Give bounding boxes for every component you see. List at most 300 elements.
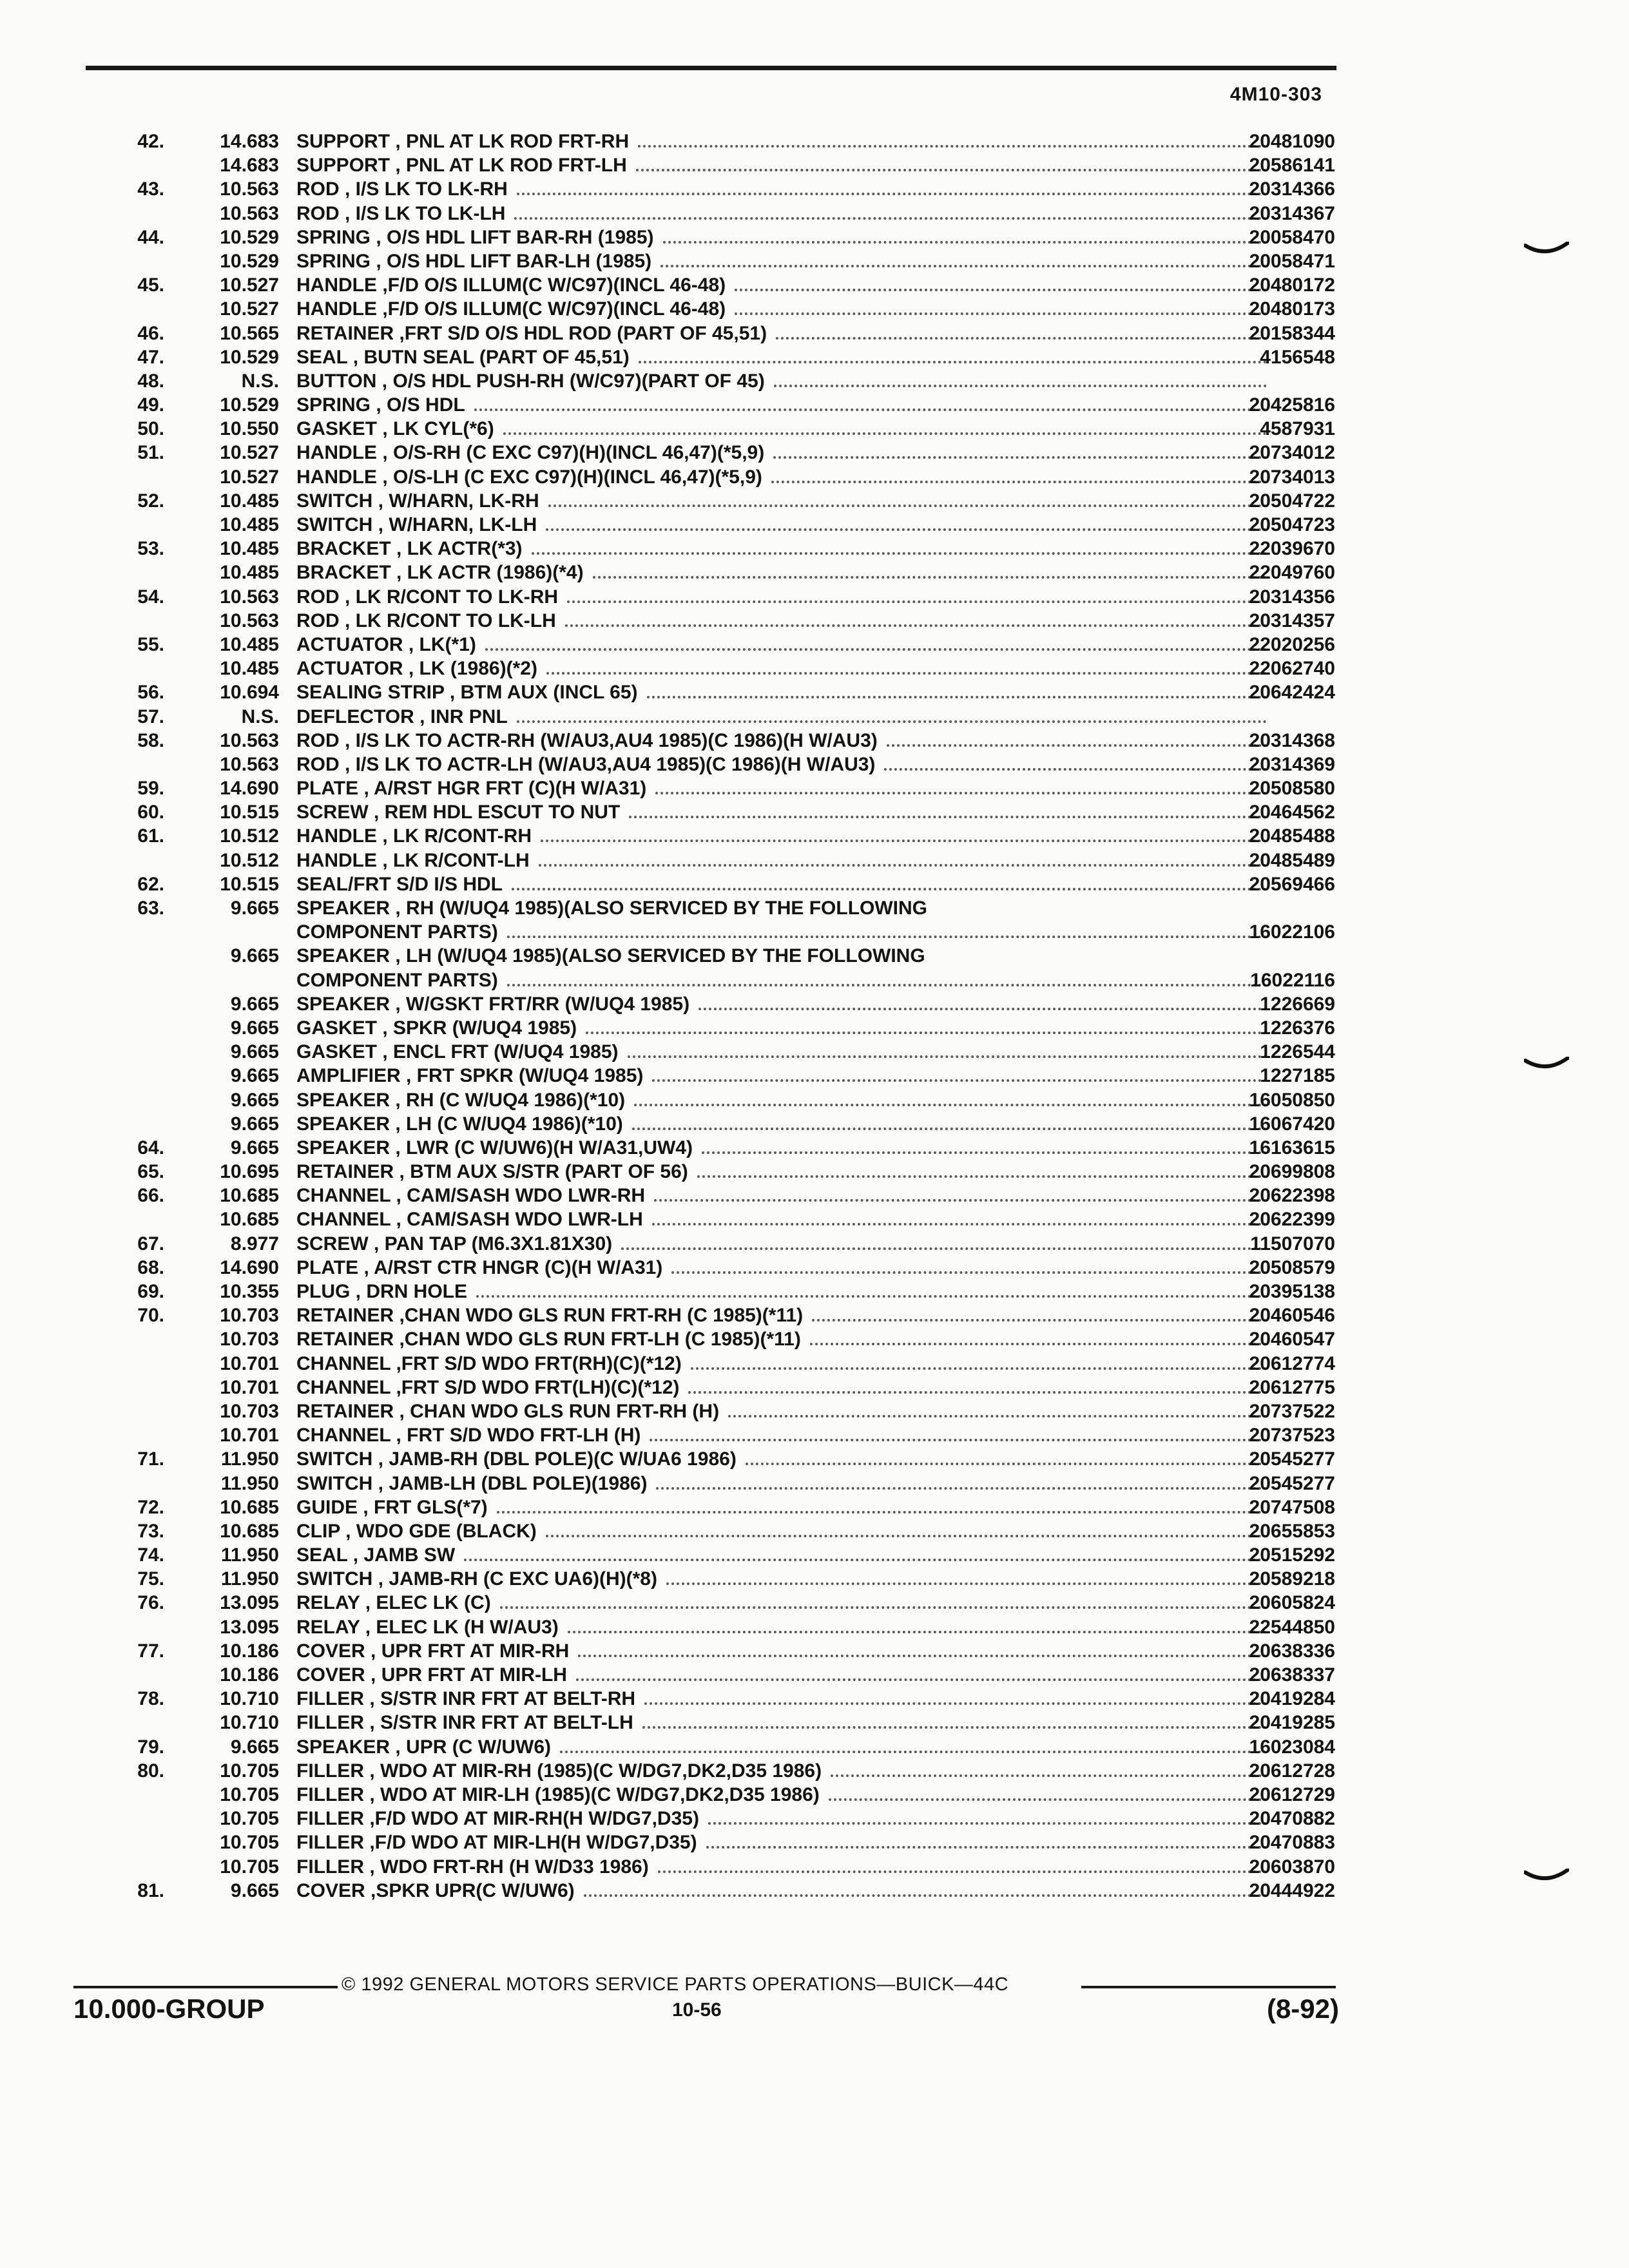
- part-number: 20737522: [1249, 1400, 1335, 1422]
- part-row: [97, 177, 1353, 201]
- group-number: 10.485: [220, 562, 279, 584]
- part-row: [97, 1663, 1353, 1687]
- part-number: 20504723: [1249, 514, 1335, 535]
- group-number: 11.950: [220, 1544, 279, 1566]
- group-number: 13.095: [220, 1616, 279, 1638]
- dot-leader: [584, 1880, 1267, 1897]
- item-number: 43.: [137, 178, 164, 200]
- part-description-text: RELAY , ELEC LK (C): [296, 1592, 491, 1614]
- part-description-text: SEAL , BUTN SEAL (PART OF 45,51): [296, 346, 630, 368]
- part-row: [97, 896, 1353, 920]
- part-description-text: ROD , LK R/CONT TO LK-RH: [296, 586, 559, 608]
- dot-leader: [650, 1425, 1267, 1441]
- item-number: 67.: [137, 1233, 164, 1254]
- group-number: 11.950: [220, 1568, 279, 1590]
- part-description-text: RETAINER ,CHAN WDO GLS RUN FRT-LH (C 1985)(*11): [296, 1329, 801, 1350]
- part-description-text: FILLER , S/STR INR FRT AT BELT-RH: [296, 1688, 636, 1710]
- dot-leader: [735, 274, 1267, 291]
- part-description: [296, 1184, 1276, 1207]
- part-description: [296, 1783, 1276, 1807]
- item-number: 79.: [137, 1736, 164, 1758]
- part-description: [296, 1399, 1276, 1423]
- dot-leader: [621, 1233, 1267, 1250]
- part-description: [296, 489, 1276, 513]
- margin-tick-mark: [1524, 1057, 1569, 1076]
- part-row: [97, 1376, 1353, 1399]
- part-description-text: SWITCH , JAMB-RH (DBL POLE)(C W/UA6 1986): [296, 1448, 737, 1470]
- dot-leader: [514, 203, 1267, 220]
- dot-leader: [776, 323, 1267, 340]
- group-number: 10.685: [220, 1520, 279, 1542]
- group-number: 14.690: [220, 1256, 279, 1278]
- part-description: [296, 1543, 1276, 1567]
- item-number: 54.: [137, 586, 164, 608]
- item-number: 47.: [137, 346, 164, 368]
- group-number: 10.515: [220, 802, 279, 823]
- item-number: 42.: [137, 131, 164, 152]
- group-number: 9.665: [230, 993, 279, 1015]
- part-description-text: GASKET , SPKR (W/UQ4 1985): [296, 1017, 577, 1039]
- part-description: [296, 729, 1276, 753]
- dot-leader: [628, 1041, 1267, 1058]
- group-number: 10.701: [220, 1376, 279, 1398]
- page-code: 4M10-303: [1229, 84, 1322, 105]
- part-description: [296, 872, 1276, 896]
- part-number: 20485488: [1249, 825, 1335, 847]
- dot-leader: [647, 682, 1268, 698]
- part-number: 20734012: [1249, 442, 1335, 464]
- part-description-text: ROD , LK R/CONT TO LK-LH: [296, 610, 556, 631]
- part-row: [97, 920, 1353, 944]
- part-number: 20395138: [1249, 1281, 1335, 1302]
- part-description: [296, 249, 1276, 273]
- dot-leader: [702, 1137, 1267, 1154]
- group-number: 9.665: [230, 1137, 279, 1158]
- part-description-text: HANDLE , LK R/CONT-RH: [296, 825, 532, 847]
- group-number: 10.685: [220, 1209, 279, 1231]
- group-number: 10.485: [220, 490, 279, 512]
- part-number: 20612775: [1249, 1376, 1335, 1398]
- part-number: 20612774: [1249, 1352, 1335, 1374]
- dot-leader: [735, 298, 1267, 315]
- part-description-text: ROD , I/S LK TO ACTR-LH (W/AU3,AU4 1985)(C 1986)(H W/AU3): [296, 753, 876, 775]
- part-number: 20655853: [1249, 1520, 1335, 1542]
- group-number: 10.527: [220, 298, 279, 320]
- item-number: 52.: [137, 490, 164, 512]
- dot-leader: [699, 994, 1267, 1010]
- group-number: 9.665: [230, 1041, 279, 1063]
- part-row: [97, 585, 1353, 609]
- part-number: 22020256: [1249, 633, 1335, 655]
- group-number: 10.186: [220, 1664, 279, 1686]
- part-number: 16022106: [1249, 921, 1335, 943]
- dot-leader: [507, 921, 1267, 938]
- part-number: 20638337: [1249, 1664, 1335, 1686]
- part-row: [97, 609, 1353, 633]
- part-number: 16022116: [1250, 969, 1335, 991]
- part-row: [97, 1831, 1353, 1854]
- part-row: [97, 1879, 1353, 1903]
- part-description: [296, 153, 1276, 177]
- copyright-notice: © 1992 GENERAL MOTORS SERVICE PARTS OPERATIONS—BUICK—44C: [342, 1974, 1009, 1995]
- part-row: [97, 1735, 1353, 1759]
- item-number: 71.: [137, 1448, 164, 1470]
- part-number: 20699808: [1249, 1161, 1335, 1183]
- part-description-text: PLATE , A/RST CTR HNGR (C)(H W/A31): [296, 1256, 663, 1278]
- item-number: 58.: [137, 729, 164, 751]
- part-number: 16163615: [1249, 1137, 1335, 1158]
- part-row: [97, 1711, 1353, 1735]
- part-row: [97, 824, 1353, 848]
- revision-date: (8-92): [1266, 1994, 1339, 2024]
- part-description-text: BRACKET , LK ACTR (1986)(*4): [296, 562, 584, 584]
- part-description-text: SUPPORT , PNL AT LK ROD FRT-RH: [296, 131, 630, 152]
- part-description-text: SEAL , JAMB SW: [296, 1544, 456, 1566]
- item-number: 72.: [137, 1496, 164, 1518]
- group-number: 10.701: [220, 1425, 279, 1446]
- part-row: [97, 369, 1353, 393]
- group-number: 10.485: [220, 514, 279, 535]
- part-row: [97, 1567, 1353, 1591]
- part-description: [296, 944, 1276, 968]
- item-number: 45.: [137, 274, 164, 296]
- part-description: [296, 1352, 1276, 1376]
- part-description-text: DEFLECTOR , INR PNL: [296, 706, 508, 727]
- item-number: 75.: [137, 1568, 164, 1590]
- part-row: [97, 1112, 1353, 1136]
- item-number: 53.: [137, 538, 164, 560]
- part-description-text: HANDLE , LK R/CONT-LH: [296, 849, 530, 871]
- parts-list: [97, 130, 1353, 1903]
- part-description: [296, 345, 1276, 369]
- dot-leader: [512, 874, 1267, 890]
- group-number: 10.705: [220, 1808, 279, 1830]
- part-description: [296, 753, 1276, 776]
- item-number: 66.: [137, 1185, 164, 1207]
- dot-leader: [560, 1736, 1267, 1753]
- part-row: [97, 202, 1353, 226]
- item-number: 80.: [137, 1760, 164, 1782]
- group-number: 14.683: [220, 155, 279, 177]
- part-description-text: HANDLE , O/S-RH (C EXC C97)(H)(INCL 46,47)(*5,9): [296, 442, 765, 464]
- dot-leader: [666, 1568, 1267, 1585]
- part-description-text: SPEAKER , LWR (C W/UW6)(H W/A31,UW4): [296, 1137, 693, 1158]
- part-description: [296, 1303, 1276, 1327]
- part-number: 20612729: [1249, 1783, 1335, 1805]
- part-row: [97, 1759, 1353, 1783]
- group-number: 10.515: [220, 873, 279, 895]
- part-description: [296, 1519, 1276, 1543]
- dot-leader: [500, 1592, 1267, 1609]
- part-number: 20545277: [1249, 1448, 1335, 1470]
- part-row: [97, 249, 1353, 273]
- part-description-text: FILLER , WDO AT MIR-RH (1985)(C W/DG7,DK2,D35 1986): [296, 1760, 822, 1782]
- group-number: 14.683: [220, 131, 279, 152]
- dot-leader: [476, 1281, 1267, 1298]
- part-description-text: FILLER , S/STR INR FRT AT BELT-LH: [296, 1712, 633, 1734]
- part-row: [97, 322, 1353, 345]
- part-number: 20058470: [1249, 226, 1335, 248]
- group-number: 10.529: [220, 346, 279, 368]
- part-description: [296, 322, 1276, 345]
- part-row: [97, 968, 1353, 992]
- part-description-text: HANDLE , O/S-LH (C EXC C97)(H)(INCL 46,47)(*5,9): [296, 466, 762, 488]
- group-number: 10.563: [220, 753, 279, 775]
- part-row: [97, 729, 1353, 753]
- part-number: 20603870: [1249, 1856, 1335, 1878]
- dot-leader: [541, 825, 1267, 842]
- dot-leader: [629, 802, 1267, 818]
- group-number: 9.665: [230, 1879, 279, 1901]
- part-description-text: GASKET , ENCL FRT (W/UQ4 1985): [296, 1041, 619, 1063]
- part-description: [296, 585, 1276, 609]
- dot-leader: [708, 1808, 1267, 1825]
- part-row: [97, 944, 1353, 968]
- part-description-text: GUIDE , FRT GLS(*7): [296, 1496, 488, 1518]
- item-number: 76.: [137, 1592, 164, 1614]
- part-number: 20589218: [1249, 1568, 1335, 1590]
- group-number: 9.665: [230, 1017, 279, 1039]
- part-row: [97, 1160, 1353, 1184]
- part-description-text: ROD , I/S LK TO LK-LH: [296, 202, 506, 224]
- part-number: 16067420: [1249, 1113, 1335, 1135]
- part-description-text: COMPONENT PARTS): [296, 969, 498, 991]
- part-number: 20314366: [1249, 178, 1335, 200]
- top-rule: [86, 66, 1336, 70]
- part-description: [296, 1879, 1276, 1903]
- group-number: 10.186: [220, 1640, 279, 1662]
- part-description-text: SPEAKER , UPR (C W/UW6): [296, 1736, 552, 1758]
- footer-rule-right: [1081, 1986, 1336, 1988]
- dot-leader: [507, 970, 1267, 986]
- part-description: [296, 297, 1276, 321]
- part-row: [97, 849, 1353, 872]
- part-description-text: CHANNEL ,FRT S/D WDO FRT(RH)(C)(*12): [296, 1352, 682, 1374]
- dot-leader: [593, 562, 1267, 579]
- part-description-text: RETAINER ,CHAN WDO GLS RUN FRT-RH (C 1985)(*11): [296, 1305, 804, 1327]
- item-number: 81.: [137, 1879, 164, 1901]
- part-description: [296, 1615, 1276, 1639]
- group-number: 9.665: [230, 1113, 279, 1135]
- part-description-text: COVER ,SPKR UPR(C W/UW6): [296, 1879, 575, 1901]
- part-row: [97, 1016, 1353, 1040]
- part-number: 20470883: [1249, 1832, 1335, 1854]
- item-number: 46.: [137, 322, 164, 344]
- page-number: 10-56: [672, 1999, 722, 2021]
- part-description: [296, 633, 1276, 657]
- group-number: 10.527: [220, 466, 279, 488]
- part-row: [97, 1807, 1353, 1831]
- part-description-text: FILLER , WDO AT MIR-LH (1985)(C W/DG7,DK2,D35 1986): [296, 1783, 820, 1805]
- part-number: 20638336: [1249, 1640, 1335, 1662]
- part-row: [97, 1399, 1353, 1423]
- group-number: 10.695: [220, 1161, 279, 1183]
- dot-leader: [636, 155, 1267, 171]
- part-description: [296, 1232, 1276, 1256]
- part-row: [97, 705, 1353, 729]
- part-number: 20605824: [1249, 1592, 1335, 1614]
- group-number: N.S.: [241, 370, 279, 392]
- part-description-text: FILLER , WDO FRT-RH (H W/D33 1986): [296, 1856, 649, 1878]
- dot-leader: [688, 1377, 1267, 1394]
- part-description: [296, 561, 1276, 584]
- item-number: 61.: [137, 825, 164, 847]
- part-description: [296, 1136, 1276, 1160]
- part-description: [296, 657, 1276, 680]
- item-number: 57.: [137, 706, 164, 727]
- part-description-text: SEAL/FRT S/D I/S HDL: [296, 873, 503, 895]
- part-row: [97, 1495, 1353, 1519]
- dot-leader: [586, 1017, 1267, 1034]
- group-number: 10.485: [220, 633, 279, 655]
- part-description: [296, 1088, 1276, 1112]
- part-row: [97, 561, 1353, 584]
- part-number: 20460547: [1249, 1329, 1335, 1350]
- dot-leader: [671, 1257, 1267, 1274]
- part-description: [296, 609, 1276, 633]
- part-description-text: SCREW , REM HDL ESCUT TO NUT: [296, 802, 621, 823]
- part-description: [296, 1831, 1276, 1854]
- group-number: 10.705: [220, 1783, 279, 1805]
- part-number: 20314367: [1249, 202, 1335, 224]
- part-number: 20425816: [1249, 394, 1335, 416]
- dot-leader: [642, 1712, 1267, 1729]
- part-row: [97, 1040, 1353, 1064]
- group-number: 8.977: [230, 1233, 279, 1254]
- group-number: 10.685: [220, 1185, 279, 1207]
- part-row: [97, 1327, 1353, 1351]
- part-row: [97, 297, 1353, 321]
- group-number: 10.701: [220, 1352, 279, 1374]
- part-description-text: CHANNEL , CAM/SASH WDO LWR-RH: [296, 1185, 646, 1207]
- group-number: 10.710: [220, 1688, 279, 1710]
- item-number: 74.: [137, 1544, 164, 1566]
- part-description: [296, 680, 1276, 704]
- part-description: [296, 1639, 1276, 1663]
- dot-leader: [697, 1161, 1267, 1178]
- part-row: [97, 489, 1353, 513]
- group-number: 10.563: [220, 202, 279, 224]
- part-row: [97, 753, 1353, 776]
- part-description: [296, 465, 1276, 489]
- part-description: [296, 417, 1276, 441]
- part-description-text: PLATE , A/RST HGR FRT (C)(H W/A31): [296, 778, 647, 800]
- part-row: [97, 1472, 1353, 1495]
- part-description: [296, 824, 1276, 848]
- part-description-text: GASKET , LK CYL(*6): [296, 418, 494, 440]
- part-row: [97, 417, 1353, 441]
- dot-leader: [634, 1090, 1267, 1106]
- dot-leader: [546, 1521, 1267, 1537]
- part-row: [97, 441, 1353, 465]
- part-description: [296, 1280, 1276, 1303]
- part-description: [296, 1567, 1276, 1591]
- part-number: 20612728: [1249, 1760, 1335, 1782]
- group-number: 10.529: [220, 394, 279, 416]
- dot-leader: [655, 778, 1267, 794]
- part-number: 20480172: [1249, 274, 1335, 296]
- item-number: 70.: [137, 1305, 164, 1327]
- part-number: 20622399: [1249, 1209, 1335, 1231]
- part-number: 20586141: [1249, 155, 1335, 177]
- dot-leader: [663, 227, 1267, 244]
- part-number: 16023084: [1249, 1736, 1335, 1758]
- part-number: 20419284: [1249, 1688, 1335, 1710]
- part-number: 20314356: [1249, 586, 1335, 608]
- part-description-text: SEALING STRIP , BTM AUX (INCL 65): [296, 682, 638, 704]
- part-row: [97, 776, 1353, 800]
- part-row: [97, 393, 1353, 417]
- group-label: 10.000-GROUP: [73, 1994, 265, 2024]
- part-description: [296, 920, 1276, 944]
- item-number: 64.: [137, 1137, 164, 1158]
- part-row: [97, 153, 1353, 177]
- part-description: [296, 776, 1276, 800]
- part-description: [296, 226, 1276, 249]
- part-description: [296, 393, 1276, 417]
- part-description: [296, 369, 1276, 393]
- item-number: 77.: [137, 1640, 164, 1662]
- part-description-text: SPRING , O/S HDL LIFT BAR-RH (1985): [296, 226, 654, 248]
- dot-leader: [565, 610, 1267, 627]
- part-number: 20470882: [1249, 1808, 1335, 1830]
- part-number: 20734013: [1249, 466, 1335, 488]
- part-row: [97, 1447, 1353, 1471]
- part-number: 20485489: [1249, 849, 1335, 871]
- part-description: [296, 1807, 1276, 1831]
- part-row: [97, 1783, 1353, 1807]
- group-number: 10.512: [220, 825, 279, 847]
- part-description: [296, 130, 1276, 153]
- part-description: [296, 1663, 1276, 1687]
- part-description-text: RETAINER ,FRT S/D O/S HDL ROD (PART OF 45,51): [296, 322, 767, 344]
- part-description: [296, 1256, 1276, 1280]
- part-description: [296, 441, 1276, 465]
- dot-leader: [474, 394, 1267, 411]
- part-description-text: SWITCH , W/HARN, LK-LH: [296, 514, 537, 535]
- group-number: 11.950: [220, 1448, 279, 1470]
- part-description-text: SPRING , O/S HDL: [296, 394, 465, 416]
- dot-leader: [656, 1473, 1267, 1490]
- item-number: 51.: [137, 442, 164, 464]
- group-number: 10.703: [220, 1400, 279, 1422]
- part-row: [97, 1303, 1353, 1327]
- dot-leader: [639, 347, 1267, 363]
- dot-leader: [746, 1448, 1267, 1465]
- item-number: 68.: [137, 1256, 164, 1278]
- dot-leader: [517, 178, 1267, 195]
- item-number: 78.: [137, 1688, 164, 1710]
- part-number: 1226544: [1260, 1041, 1335, 1063]
- part-description: [296, 513, 1276, 537]
- part-description: [296, 537, 1276, 561]
- part-row: [97, 1136, 1353, 1160]
- part-description-text: ACTUATOR , LK (1986)(*2): [296, 658, 537, 680]
- part-description-text: FILLER ,F/D WDO AT MIR-RH(H W/DG7,D35): [296, 1808, 699, 1830]
- part-description: [296, 1112, 1276, 1136]
- part-description-text: FILLER ,F/D WDO AT MIR-LH(H W/DG7,D35): [296, 1832, 697, 1854]
- part-description: [296, 1040, 1276, 1064]
- item-number: 60.: [137, 802, 164, 823]
- dot-leader: [532, 538, 1267, 555]
- group-number: 10.563: [220, 178, 279, 200]
- part-row: [97, 1591, 1353, 1615]
- dot-leader: [706, 1832, 1267, 1849]
- part-number: 20504722: [1249, 490, 1335, 512]
- part-description-text: SPEAKER , RH (W/UQ4 1985)(ALSO SERVICED BY THE FOLLOWING: [296, 898, 928, 919]
- group-number: 10.529: [220, 250, 279, 272]
- item-number: 59.: [137, 778, 164, 800]
